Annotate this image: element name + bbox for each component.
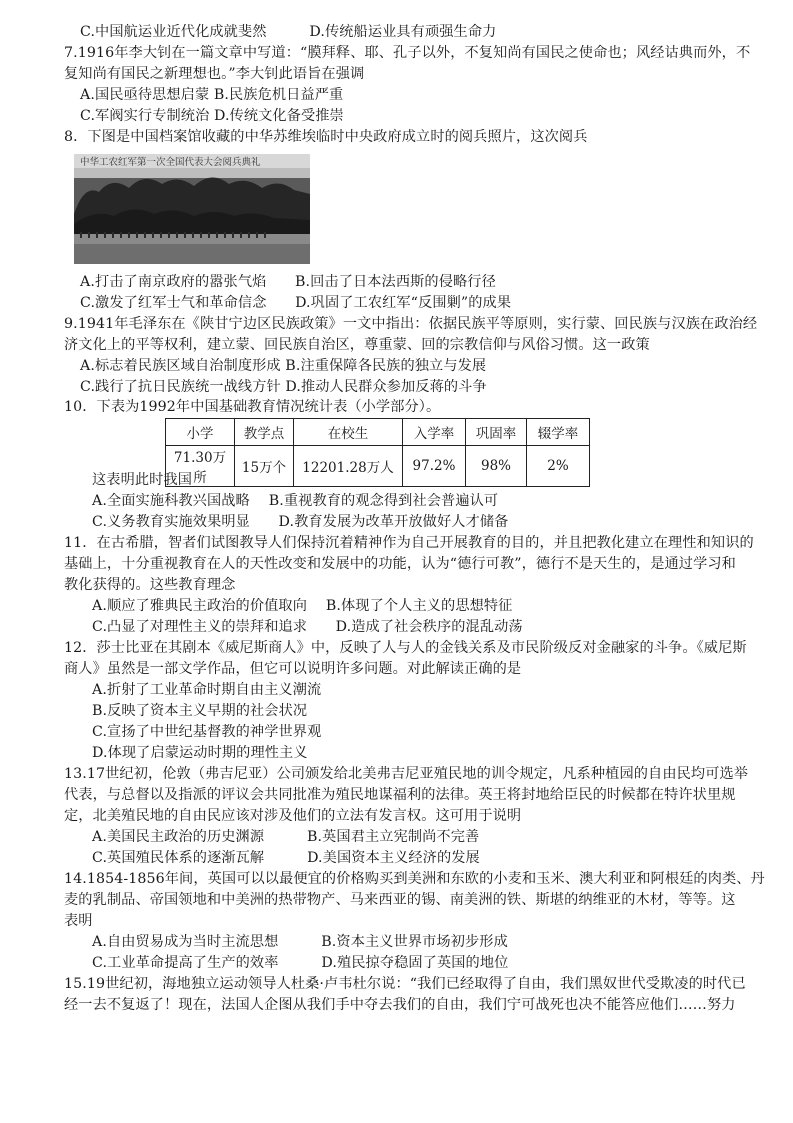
table-cell: 15万个: [235, 446, 294, 487]
q11-stem-line2: 基础上，十分重视教育在人的天性改变和发展中的功能，认为“德行可教”，德行不是天生的，是通过学习和: [64, 556, 736, 572]
table-header-cell: 辍学率: [527, 419, 590, 446]
table-header-cell: 小学: [166, 419, 235, 446]
q13-option-ab: A.美国民主政治的历史渊源 B.英国君主立宪制尚不完善: [92, 829, 480, 845]
q13-option-cd: C.英国殖民体系的逐渐瓦解 D.美国资本主义经济的发展: [92, 850, 480, 866]
q12-option-c: C.宣扬了中世纪基督教的神学世界观: [92, 724, 322, 740]
table-header-cell: 在校生: [294, 419, 403, 446]
q14-stem-line1: 14.1854-1856年间，英国可以以最便宜的价格购买到美洲和东欧的小麦和玉米、澳大利亚和阿根廷的肉类、丹: [64, 871, 765, 887]
q9-stem-line2: 济文化上的平等权利，建立蒙、回民族自治区，尊重蒙、回的宗教信仰与风俗习惯。这一政策: [64, 337, 650, 353]
table-header-cell: 入学率: [403, 419, 466, 446]
q10-stem: 10．下表为1992年中国基础教育情况统计表（小学部分）。: [64, 399, 441, 415]
q15-stem-line1: 15.19世纪初，海地独立运动领导人杜桑·卢韦杜尔说：“我们已经取得了自由，我们黑奴世代受欺凌的时代已: [64, 976, 746, 992]
q10-lead: 这表明此时我国: [92, 472, 193, 488]
q11-option-ab: A.顺应了雅典民主政治的价值取向 B.体现了个人主义的思想特征: [92, 598, 513, 614]
q8-option-ab: A.打击了南京政府的嚣张气焰 B.回击了日本法西斯的侵略行径: [80, 274, 496, 290]
q15-stem-line2: 经一去不复返了！现在，法国人企图从我们手中夺去我们的自由，我们宁可战死也决不能答应他们……努力: [64, 997, 736, 1013]
q10-option-ab: A.全面实施科教兴国战略 B.重视教育的观念得到社会普遍认可: [92, 493, 499, 509]
q6-option-cd: C.中国航运业近代化成就斐然 D.传统船运业具有顽强生命力: [80, 24, 497, 40]
q13-stem-line2: 代表，与总督以及指派的评议会共同批准为殖民地谋福利的法律。英王将封地给臣民的时候都在特许状里规: [64, 787, 736, 803]
q14-stem-line2: 麦的乳制品、帝国领地和中美洲的热带物产、马来西亚的锡、南美洲的铁、斯堪的纳维亚的木材，等等。这: [64, 892, 736, 908]
q7-stem-line1: 7.1916年李大钊在一篇文章中写道：“膜拜释、耶、孔子以外，不复知尚有国民之使命也；风经诂典而外，不: [64, 45, 751, 61]
q12-stem-line1: 12．莎士比亚在其剧本《威尼斯商人》中，反映了人与人的金钱关系及市民阶级反对金融家的斗争。《威尼斯: [64, 640, 747, 656]
q10-option-cd: C.义务教育实施效果明显 D.教育发展为改革开放做好人才储备: [92, 514, 509, 530]
q13-stem-line3: 定，北美殖民地的自由民应该对涉及他们的立法有发言权。这可用于说明: [64, 808, 522, 824]
q14-option-cd: C.工业革命提高了生产的效率 D.殖民掠夺稳固了英国的地位: [92, 955, 509, 971]
table-row: [166, 446, 590, 487]
table-cell: 2%: [527, 446, 590, 487]
table-header-cell: 教学点: [235, 419, 294, 446]
q8-stem: 8．下图是中国档案馆收藏的中华苏维埃临时中央政府成立时的阅兵照片，这次阅兵: [64, 129, 588, 145]
photo-caption: 中华工农红军第一次全国代表大会阅兵典礼: [80, 157, 261, 168]
table-header-row: [166, 419, 590, 446]
q12-option-b: B.反映了资本主义早期的社会状况: [92, 703, 308, 719]
education-stats-table: [165, 418, 590, 487]
q7-option-ab: A.国民亟待思想启蒙 B.民族危机日益严重: [80, 87, 344, 103]
q7-option-cd: C.军阀实行专制统治 D.传统文化备受推崇: [80, 108, 344, 124]
q9-option-ab: A.标志着民族区域自治制度形成 B.注重保障各民族的独立与发展: [80, 358, 487, 374]
q7-stem-line2: 复知尚有国民之新理想也。”李大钊此语旨在强调: [64, 66, 365, 82]
q9-stem-line1: 9.1941年毛泽东在《陕甘宁边区民族政策》一文中指出：依据民族平等原则，实行蒙、回民族与汉族在政治经: [64, 316, 758, 332]
q12-option-a: A.折射了工业革命时期自由主义潮流: [92, 682, 322, 698]
q14-stem-line3: 表明: [64, 913, 93, 929]
table-cell: 98%: [466, 446, 527, 487]
q13-stem-line1: 13.17世纪初，伦敦（弗吉尼亚）公司颁发给北美弗吉尼亚殖民地的训令规定，凡系种植园的自由民均可选举: [64, 766, 749, 782]
q14-option-ab: A.自由贸易成为当时主流思想 B.资本主义世界市场初步形成: [92, 934, 508, 950]
q8-option-cd: C.激发了红军士气和革命信念 D.巩固了工农红军“反围剿”的成果: [80, 295, 512, 311]
parade-photo-image: [74, 154, 310, 264]
q12-stem-line2: 商人》虽然是一部文学作品，但它可以说明许多问题。对此解读正确的是: [64, 661, 522, 677]
q9-option-cd: C.践行了抗日民族统一战线方针 D.推动人民群众参加反蒋的斗争: [80, 379, 487, 395]
q12-option-d: D.体现了启蒙运动时期的理性主义: [92, 745, 308, 761]
table-cell: 97.2%: [403, 446, 466, 487]
q11-stem-line3: 教化获得的。这些教育理念: [64, 577, 236, 593]
q11-option-cd: C.凸显了对理性主义的崇拜和追求 D.造成了社会秩序的混乱动荡: [92, 619, 523, 635]
table-header-cell: 巩固率: [466, 419, 527, 446]
table-cell: 12201.28万人: [294, 446, 403, 487]
table-cell: 71.30万所: [166, 446, 235, 487]
q11-stem-line1: 11．在古希腊，智者们试图教导人们保持沉着精神作为自己开展教育的目的，并且把教化建立在理性和知识的: [64, 535, 754, 551]
parade-photo: [74, 154, 310, 264]
